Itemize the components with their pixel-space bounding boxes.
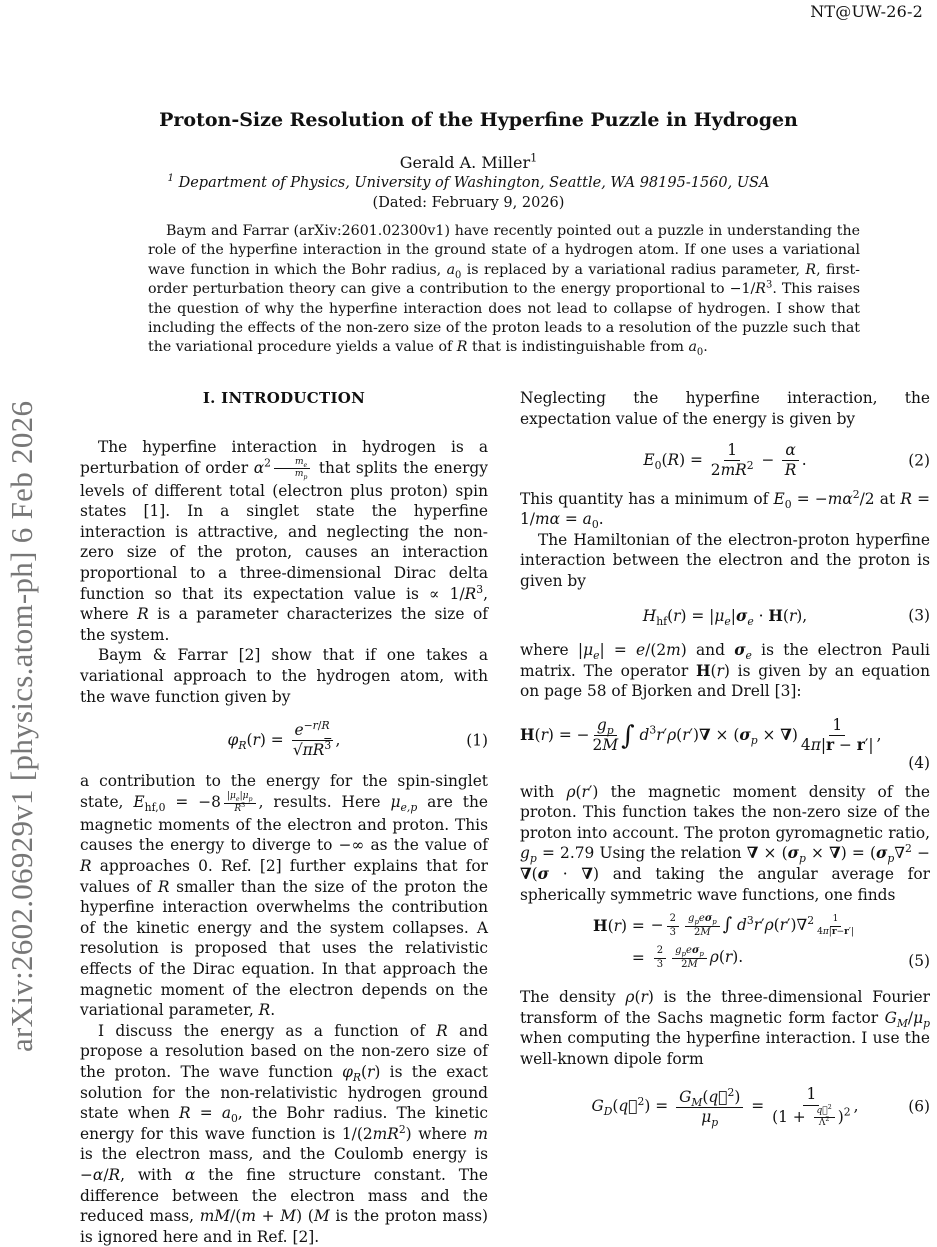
paragraph: Neglecting the hyperfine interaction, the expectation value of the energy is given by (520, 389, 930, 428)
abstract: Baym and Farrar (arXiv:2601.02300v1) have recently pointed out a puzzle in understanding the role of the hyperfine interaction in the ground state of a hydrogen atom. If one uses a variational wave function in which the Bohr radius, $a_0$ is replaced by a variational radius parameter, R, first-order perturbation theory can give a contribution to the energy proportional to $-1/R^3$. This raises the question of why the hyperfine interaction does not lead to collapse of hydrogen. I show that including the effects of the non-zero size of the proton leads to a resolution of the puzzle such that the variational procedure yields a value of R that is indistinguishable from $a_0$. (148, 223, 860, 359)
equation-number: (4) (908, 753, 930, 772)
paragraph: a contribution to the energy for the spin-singlet state, $E_{hf,0} = -8$ $\frac{|\mu_e|\mu_p}{R^3}$ , results. Here $\mu_{e,p}$ are the magnetic moments of the electron and proton. This causes the energy to diverge to −∞ as the value of R approaches 0. Ref. [2] further explains that for values of R smaller than the size of the proton the hyperfine interaction overwhelms the contribution of the kinetic energy and the system collapses. A resolution is proposed that uses the relativistic effects of the Dirac equation. In that approach the magnetic moment of the electron depends on the variational parameter, R. (80, 771, 488, 1020)
right-column (520, 388, 930, 1129)
paragraph: where $|\mu_e| = e/(2m)$ and $\sigma_e$ is the electron Pauli matrix. The operator H(r) is given by an equation on page 58 of Bjorken and Drell [3]: (520, 641, 930, 701)
report-number: NT@UW-26-2 (810, 2, 923, 21)
section-heading: I. INTRODUCTION (202, 389, 366, 407)
equation-4: H(r) = − $\frac{g_p}{2M}$ ∫ $d^3r'\rho(r')\nabla \times (\sigma_p$ × ∇) $\frac{1}{4\pi|r - r'|}$ , (4) (520, 716, 930, 772)
affiliation: $^1$ Department of Physics, University of Washington, Seattle, WA 98195-1560, USA (167, 173, 770, 191)
paragraph: This quantity has a minimum of $E_0 = -m\alpha^2/2$ at $R = 1/m\alpha = a_0$. (520, 487, 930, 532)
equation-number: (6) (908, 1098, 930, 1117)
equation-number: (2) (908, 451, 930, 470)
left-column (80, 388, 488, 1247)
equation-5: H(r) = − $\frac{2}{3}$ $\frac{g_pe\sigma_p}{2M}$ ∫ $d^3r'\rho(r')\nabla^2$ $\frac{1}{4\pi|r-r'|}$ = $\frac{2}{3}$ $\frac{g_pe\sigma_p}{2M}$ ρ(r). (5) (593, 913, 930, 970)
paragraph: The hyperfine interaction in hydrogen is a perturbation of order $\alpha^2$ $\frac{m_e}{m_p}$ that splits the energy levels of different total (electron plus proton) spin states [1]. In a singlet state the hyperfine interaction is attractive, and neglecting the non-zero size of the proton, causes an interaction proportional to a three-dimensional Dirac delta function so that its expectation value is ∝ $1/R^3$, where R is a parameter characterizes the size of the system. (80, 437, 488, 644)
dated: (Dated: February 9, 2026) (372, 195, 565, 211)
equation-1: $\varphi_R(r)$ = $\frac{e^{-r/R}}{√\pi R^3}$ , (1) (227, 719, 488, 760)
author: Gerald A. Miller$^1$ (399, 151, 538, 172)
equation-3: $H_{hf}(r) = |\mu_e|\sigma_e \cdot H(r)$, (3) (642, 606, 930, 628)
equation-6: $G_D(q⃗^2)$ = $\frac{G_M(q⃗^2)}{\mu_p}$ = 1 (1 + $\frac{q⃗^2}{\Lambda^2}$ )$^2$ , (6) (591, 1085, 930, 1129)
paragraph: The Hamiltonian of the electron-proton hyperfine interaction between the electron and the proton is given by (520, 530, 930, 591)
equation-number: (5) (908, 951, 930, 970)
paragraph: Baym & Farrar [2] show that if one takes a variational approach to the hydrogen atom, with the wave function given by (80, 646, 488, 706)
arxiv-stamp: arXiv:2602.06929v1 [physics.atom-ph] 6 Feb 2026 (4, 400, 39, 1052)
paragraph: with ρ(r′) the magnetic moment density of the proton. This function takes the non-zero size of the proton into account. The proton gyromagnetic ratio, $g_p = 2.79$ Using the relation ∇ × ($\sigma_p$ × ∇) = ($\sigma_p\nabla^2 - \nabla(\sigma$ · ∇) and taking the angular average for spherically symmetric wave functions, one finds (520, 782, 930, 904)
equation-number: (3) (908, 606, 930, 625)
paragraph: The density ρ(r) is the three-dimensional Fourier transform of the Sachs magnetic form factor $G_M/\mu_p$ when computing the hyperfine interaction. I use the well-known dipole form (520, 988, 930, 1068)
paper-title: Proton-Size Resolution of the Hyperfine Puzzle in Hydrogen (159, 109, 798, 131)
paragraph: I discuss the energy as a function of R and propose a resolution based on the non-zero size of the proton. The wave function $\varphi_R(r)$ is the exact solution for the non-relativistic hydrogen ground state when $R = a_0$, the Bohr radius. The kinetic energy for this wave function is $1/(2mR^2)$ where m is the electron mass, and the Coulomb energy is −α/R, with α the fine structure constant. The difference between the electron mass and the reduced mass, mM/(m + M) (M is the proton mass) is ignored here and in Ref. [2]. (80, 1021, 489, 1246)
equation-number: (1) (466, 731, 488, 750)
equation-2: $E_0(R)$ = $\frac{1}{2mR^2}$ − $\frac{\alpha}{R}$ . (2) (643, 441, 930, 480)
